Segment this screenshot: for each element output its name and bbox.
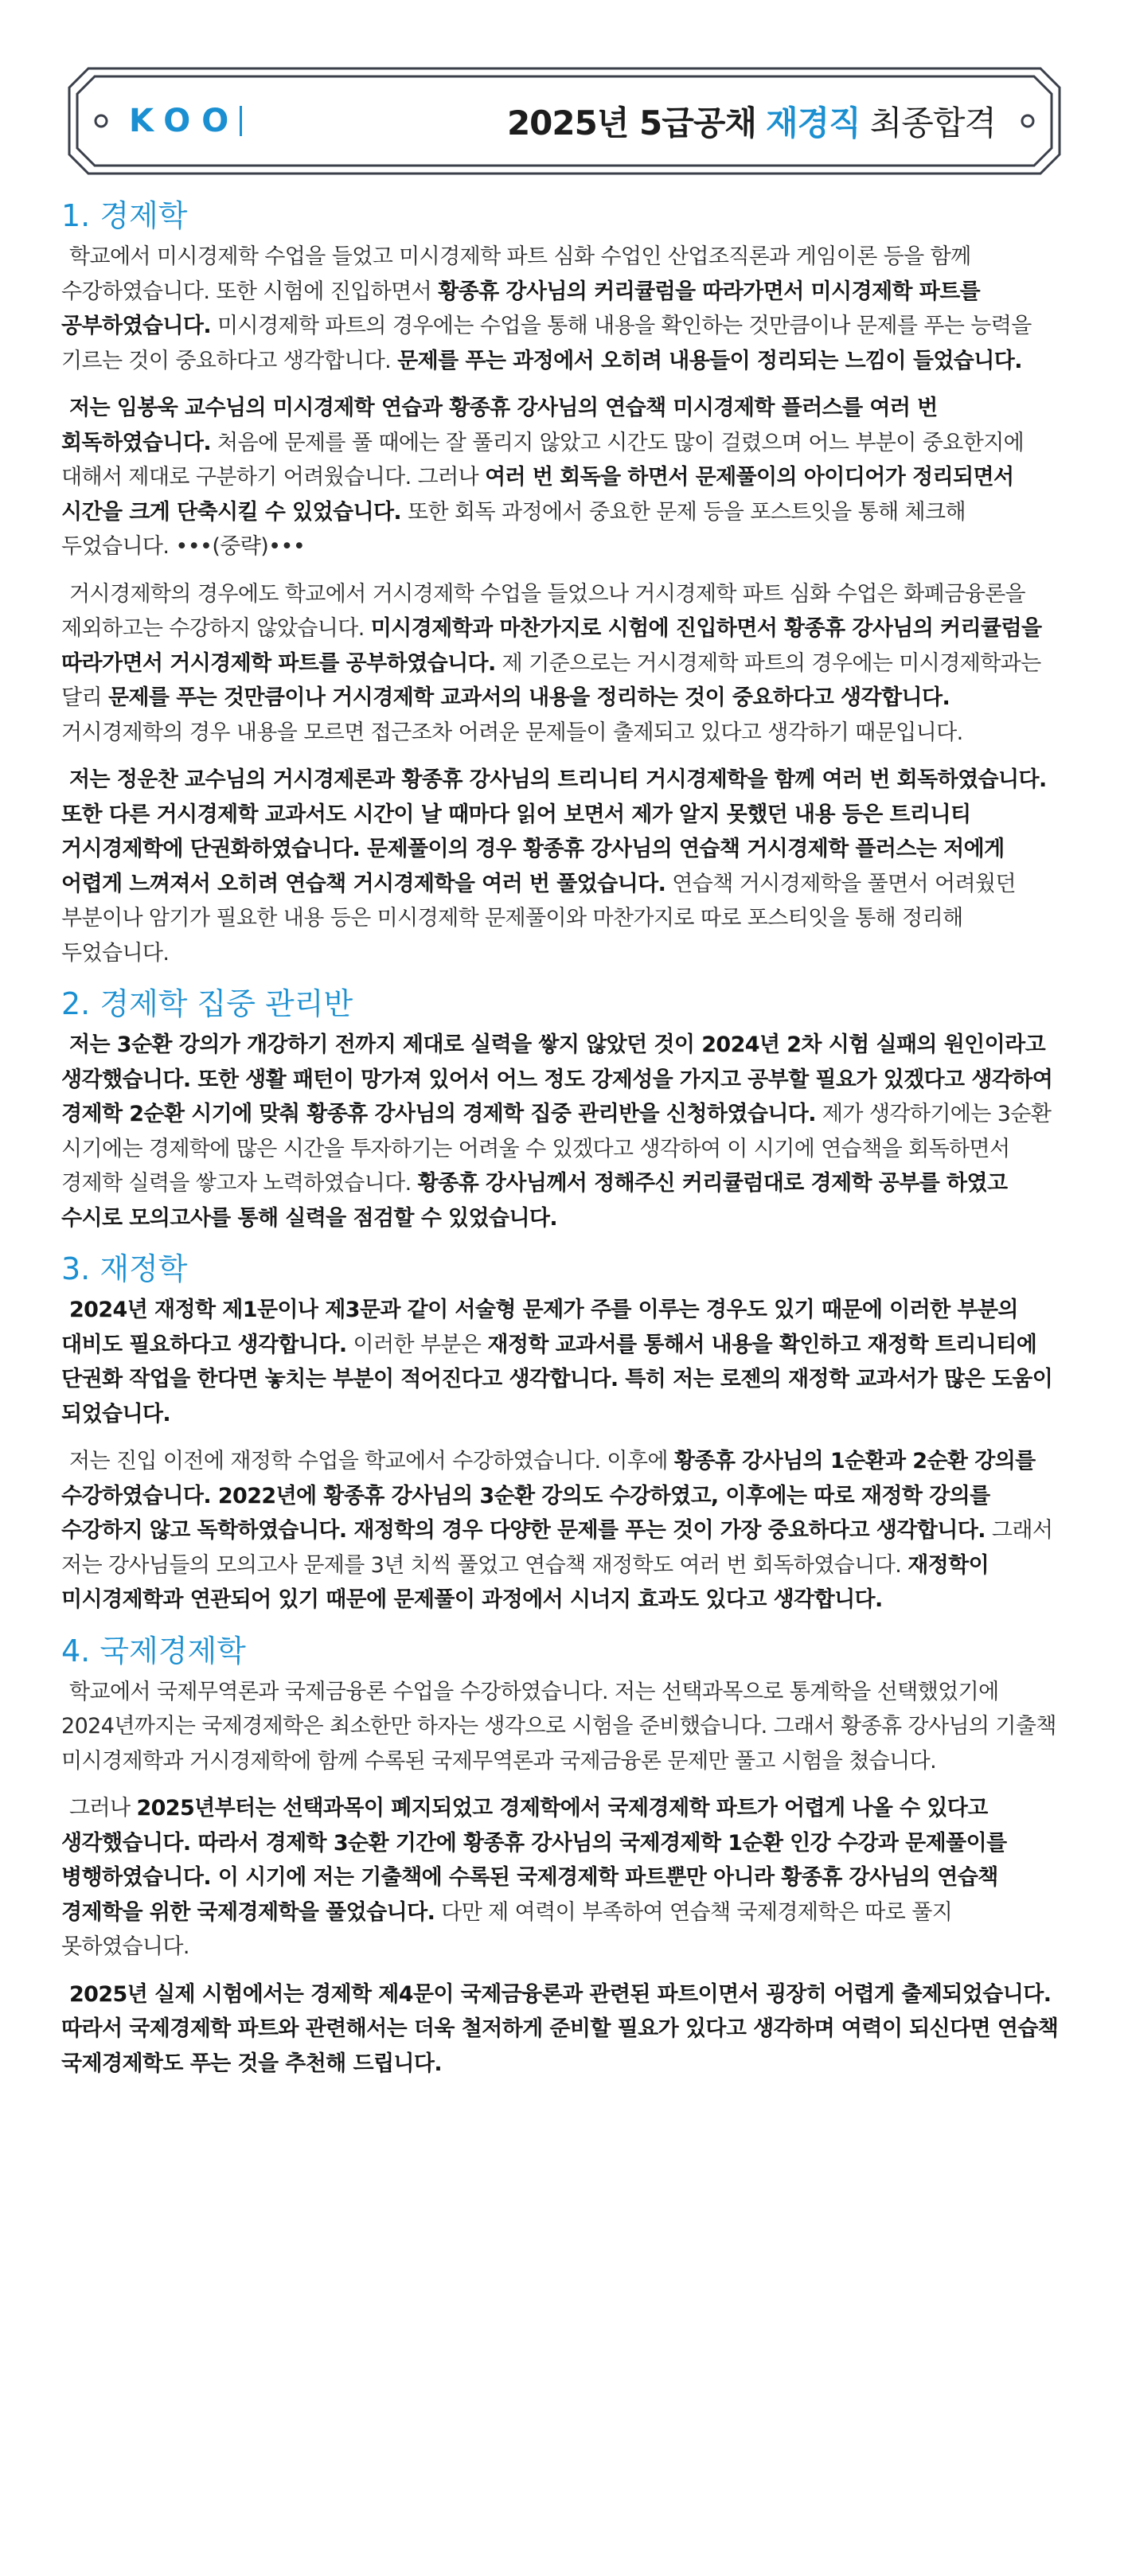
section-heading: 1. 경제학 — [61, 198, 188, 233]
bold-text: 여러 번 회독을 하면서 문제풀이의 아이디어가 정리되면서 시간을 크게 단축시킬 수 있었습니다. — [61, 465, 1014, 525]
text: 미시경제학 파트의 경우에는 수업을 통해 내용을 확인하는 것만큼이나 문제를 푸는 능력을 기르는 것이 중요하다고 생각합니다. — [61, 314, 1032, 373]
text: 제가 생각하기에는 3순환 시기에는 경제학에 많은 시간을 투자하기는 어려울 수 있겠다고 생각하여 이 시기에 연습책을 회독하면서 경제학 실력을 쌓고자 노력하였습니다. — [61, 1102, 1052, 1196]
paragraph — [61, 763, 1067, 970]
title-suffix: 최종합격 — [869, 103, 996, 142]
bold-text: 2024년 재정학 제1문이나 제3문과 같이 서술형 문제가 주를 이루는 경우도 있기 때문에 이러한 부분의 대비도 필요하다고 생각합니다. — [61, 1298, 1018, 1357]
text: 다만 제 여력이 부족하여 연습책 국제경제학은 따로 풀지 못하였습니다. — [61, 1899, 953, 1959]
article-body — [61, 195, 1067, 2094]
text: 학교에서 미시경제학 수업을 들었고 미시경제학 파트 심화 수업인 산업조직론과 게임이론 등을 함께 수강하였습니다. 또한 시험에 진입하면서 — [61, 244, 971, 304]
brand-text: KOO — [129, 103, 240, 139]
paragraph — [61, 1028, 1067, 1235]
title-year: 2025년 5급공채 — [506, 103, 756, 142]
text: 거시경제학의 경우에도 학교에서 거시경제학 수업을 들었으나 거시경제학 파트 심화 수업은 화폐금융론을 제외하고는 수강하지 않았습니다. — [61, 581, 1026, 641]
paragraph — [61, 577, 1067, 751]
bold-text: 미시경제학과 마찬가지로 시험에 진입하면서 황종휴 강사님의 커리큘럼을 따라가면서 거시경제학 파트를 공부하였습니다. — [61, 616, 1042, 676]
bold-text: 문제를 푸는 과정에서 오히려 내용들이 정리되는 느낌이 들었습니다. — [397, 348, 1022, 373]
paragraph — [61, 240, 1067, 378]
paragraph — [61, 1444, 1067, 1618]
bold-text: 저는 임봉욱 교수님의 미시경제학 연습과 황종휴 강사님의 연습책 미시경제학 플러스를 여러 번 회독하였습니다. — [61, 396, 938, 455]
section-heading: 2. 경제학 집중 관리반 — [61, 986, 353, 1021]
page-title — [507, 67, 996, 175]
brand-divider — [240, 106, 242, 136]
paragraph — [61, 1293, 1067, 1431]
bold-text: 저는 정운찬 교수님의 거시경제론과 황종휴 강사님의 트리니티 거시경제학을 함께 여러 번 회독하였습니다. 또한 다른 거시경제학 교과서도 시간이 날 때마다 읽어 보면서 제가 알지 못했던 내용 등은 트리니티 거시경제학에 단권화하였습니다. 문제풀이의 경우 황종휴 강사님의 연습책 거시경제학 플러스는 저에게 어렵게 느껴져서 오히려 연습책 거시경제학을 여러 번 풀었습니다. — [61, 767, 1047, 896]
bold-text: 재정학이 미시경제학과 연관되어 있기 때문에 문제풀이 과정에서 시너지 효과도 있다고 생각합니다. — [61, 1552, 989, 1612]
text: 또한 회독 과정에서 중요한 문제 등을 포스트잇을 통해 체크해 두었습니다. •••(중략)••• — [61, 499, 966, 559]
section-heading: 4. 국제경제학 — [61, 1633, 246, 1669]
title-accent: 재경직 — [765, 103, 861, 142]
text: 연습책 거시경제학을 풀면서 어려웠던 부분이나 암기가 필요한 내용 등은 미시경제학 문제풀이와 마찬가지로 따로 포스티잇을 통해 정리해 두었습니다. — [61, 871, 1016, 966]
text: 그래서 저는 강사님들의 모의고사 문제를 3년 치씩 풀었고 연습책 재정학도 여러 번 회독하였습니다. — [61, 1518, 1053, 1578]
bold-text: 2025년부터는 선택과목이 폐지되었고 경제학에서 국제경제학 파트가 어렵게 나올 수 있다고 생각했습니다. 따라서 경제학 3순환 기간에 황종휴 강사님의 국제경제학 1순환 인강 수강과 문제풀이를 병행하였습니다. 이 시기에 저는 기출책에 수록된 국제경제학 파트뿐만 아니라 황종휴 강사님의 연습책 경제학을 위한 국제경제학을 풀었습니다. — [61, 1796, 1007, 1925]
text: 이러한 부분은 — [346, 1332, 488, 1357]
text: 거시경제학의 경우 내용을 모르면 접근조차 어려운 문제들이 출제되고 있다고 생각하기 때문입니다. — [61, 720, 963, 745]
text: 제 기준으로는 거시경제학 파트의 경우에는 미시경제학과는 달리 — [61, 650, 1041, 710]
paragraph — [61, 1675, 1067, 1779]
bold-text: 황종휴 강사님께서 정해주신 커리큘럼대로 경제학 공부를 하였고 수시로 모의고사를 통해 실력을 점검할 수 있었습니다. — [61, 1171, 1008, 1231]
bold-text: 황종휴 강사님의 1순환과 2순환 강의를 수강하였습니다. 2022년에 황종휴 강사님의 3순환 강의도 수강하였고, 이후에는 따로 재정학 강의를 수강하지 않고 독학하였습니다. 재정학의 경우 다양한 문제를 푸는 것이 가장 중요하다고 생각합니다. — [61, 1449, 1036, 1543]
section-heading: 3. 재정학 — [61, 1251, 188, 1286]
text: 저는 진입 이전에 재정학 수업을 학교에서 수강하였습니다. 이후에 — [69, 1449, 674, 1473]
header-banner — [68, 67, 1061, 175]
bold-text: 재정학 교과서를 통해서 내용을 확인하고 재정학 트리니티에 단권화 작업을 한다면 놓치는 부분이 적어진다고 생각합니다. 특히 저는 로젠의 재정학 교과서가 많은 도움이 되었습니다. — [61, 1332, 1053, 1427]
bold-text: 저는 3순환 강의가 개강하기 전까지 제대로 실력을 쌓지 않았던 것이 2024년 2차 시험 실패의 원인이라고 생각했습니다. 또한 생활 패턴이 망가져 있어서 어느 정도 강제성을 가지고 공부할 필요가 있겠다고 생각하여 경제학 2순환 시기에 맞춰 황종휴 강사님의 경제학 집중 관리반을 신청하였습니다. — [61, 1032, 1053, 1126]
text: 처음에 문제를 풀 때에는 잘 풀리지 않았고 시간도 많이 걸렸으며 어느 부분이 중요한지에 대해서 제대로 구분하기 어려웠습니다. 그러나 — [61, 430, 1025, 490]
paragraph — [61, 1791, 1067, 1965]
brand-logo — [129, 67, 242, 175]
bold-text: 문제를 푸는 것만큼이나 거시경제학 교과서의 내용을 정리하는 것이 중요하다고 생각합니다. — [107, 685, 950, 710]
bold-text: 황종휴 강사님의 커리큘럼을 따라가면서 미시경제학 파트를 공부하였습니다. — [61, 279, 981, 338]
text: 그러나 — [69, 1796, 137, 1821]
paragraph — [61, 1977, 1067, 2082]
paragraph — [61, 391, 1067, 564]
bold-text: 2025년 실제 시험에서는 경제학 제4문이 국제금융론과 관련된 파트이면서 굉장히 어렵게 출제되었습니다. 따라서 국제경제학 파트와 관련해서는 더욱 철저하게 준비할 필요가 있다고 생각하며 여력이 되신다면 연습책 국제경제학도 푸는 것을 추천해 드립니다. — [61, 1981, 1059, 2076]
text: 학교에서 국제무역론과 국제금융론 수업을 수강하였습니다. 저는 선택과목으로 통계학을 선택했었기에 2024년까지는 국제경제학은 최소한만 하자는 생각으로 시험을 준비했습니다. 그래서 황종휴 강사님의 기출책 미시경제학과 거시경제학에 함께 수록된 국제무역론과 국제금융론 문제만 풀고 시험을 쳤습니다. — [61, 1679, 1056, 1774]
